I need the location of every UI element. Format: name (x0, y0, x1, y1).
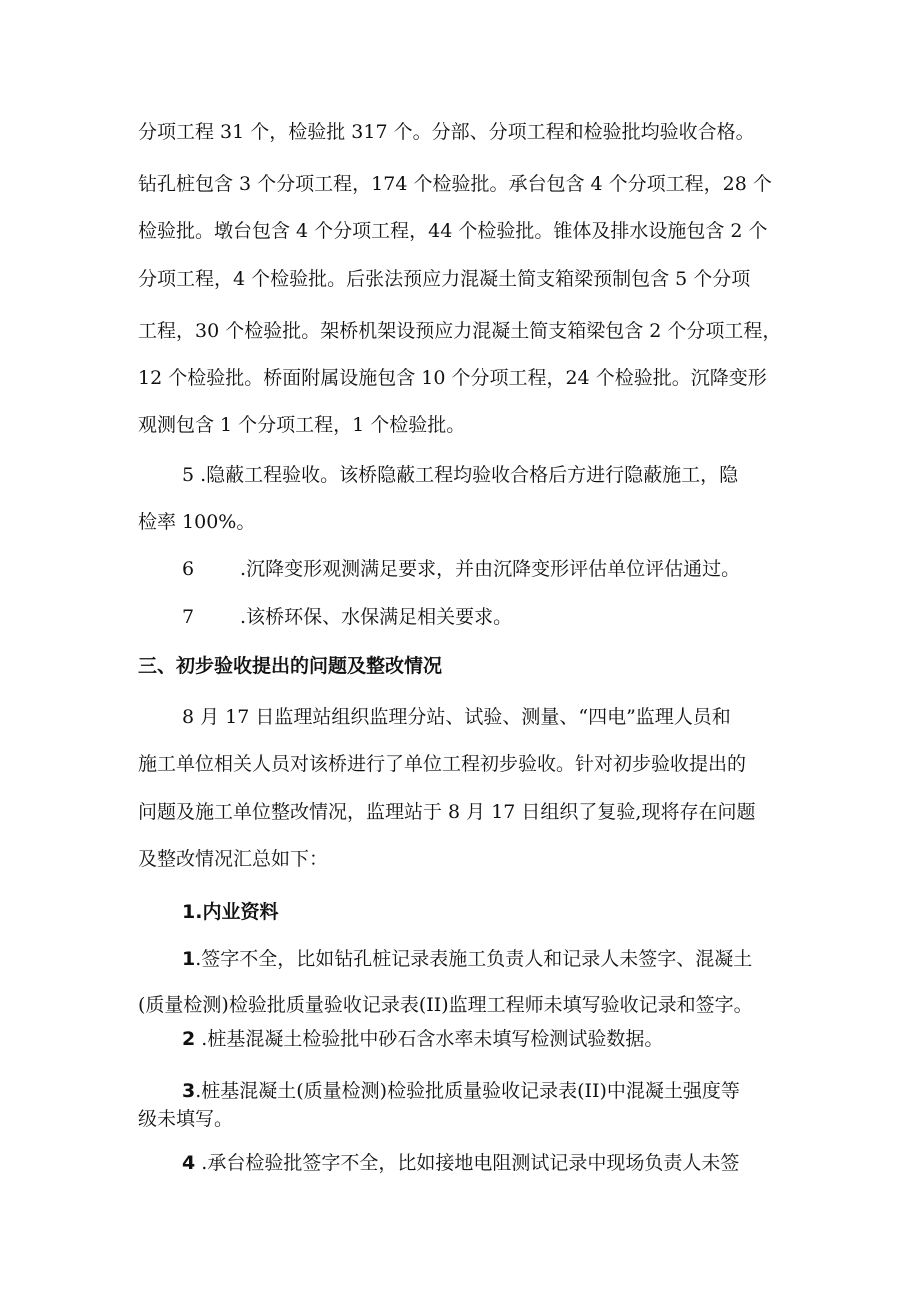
issue2-line1 (182, 1026, 663, 1052)
item5-line1 (182, 462, 738, 488)
issue4-line1 (182, 1150, 739, 1176)
section3-line3: 问题及施工单位整改情况，监理站于 8 月 17 日组织了复验,现将存在问题 (138, 801, 756, 823)
para1-line6: 12 个检验批。桥面附属设施包含 10 个分项工程，24 个检验批。沉降变形 (138, 367, 767, 389)
section3-heading: 三、初步验收提出的问题及整改情况 (138, 655, 443, 677)
section3-line1: 8 月 17 日监理站组织监理分站、试验、测量、“四电”监理人员和 (182, 706, 731, 728)
section3-line4: 及整改情况汇总如下： (138, 848, 329, 870)
issue2-number: 2 (182, 1028, 196, 1050)
para1-line1: 分项工程 31 个，检验批 317 个。分部、分项工程和检验批均验收合格。 (138, 121, 755, 143)
para1-line4: 分项工程，4 个检验批。后张法预应力混凝土简支箱梁预制包含 5 个分项 (138, 268, 751, 290)
item5-line2: 检率 100%。 (138, 511, 256, 533)
issue3-line1 (182, 1078, 740, 1104)
issue4-number: 4 (182, 1152, 196, 1174)
issue1-line1 (182, 946, 752, 972)
issue2-text: .桩基混凝土检验批中砂石含水率未填写检测试验数据。 (201, 1028, 664, 1050)
issue3-line2: 级未填写。 (138, 1108, 234, 1130)
para1-line2: 钻孔桩包含 3 个分项工程，174 个检验批。承台包含 4 个分项工程，28 个 (138, 173, 772, 195)
section3-line2: 施工单位相关人员对该桥进行了单位工程初步验收。针对初步验收提出的 (138, 753, 747, 775)
item7-number: 7 (182, 606, 195, 628)
item7-line (182, 604, 512, 630)
sub1-heading: 1.内业资料 (182, 901, 279, 923)
item6-line (182, 556, 740, 582)
item6-number: 6 (182, 558, 195, 580)
item7-text: .该桥环保、水保满足相关要求。 (240, 606, 513, 628)
para1-line7: 观测包含 1 个分项工程，1 个检验批。 (138, 414, 466, 436)
issue1-line2: (质量检测)检验批质量验收记录表(II)监理工程师未填写验收记录和签字。 (138, 994, 753, 1016)
item5-number: 5 (182, 464, 195, 486)
issue3-text: .桩基混凝土(质量检测)检验批质量验收记录表(II)中混凝土强度等 (195, 1080, 740, 1102)
issue3-number: 3 (182, 1080, 196, 1102)
item5-text: .隐蔽工程验收。该桥隐蔽工程均验收合格后方进行隐蔽施工，隐 (200, 464, 739, 486)
issue1-number: 1 (182, 948, 196, 970)
issue1-text: .签字不全，比如钻孔桩记录表施工负责人和记录人未签字、混凝土 (195, 948, 753, 970)
para1-line5: 工程，30 个检验批。架桥机架设预应力混凝土简支箱梁包含 2 个分项工程， (138, 320, 782, 342)
item6-text: .沉降变形观测满足要求，并由沉降变形评估单位评估通过。 (240, 558, 741, 580)
issue4-text: .承台检验批签字不全，比如接地电阻测试记录中现场负责人未签 (201, 1152, 740, 1174)
para1-line3: 检验批。墩台包含 4 个分项工程，44 个检验批。锥体及排水设施包含 2 个 (138, 220, 768, 242)
